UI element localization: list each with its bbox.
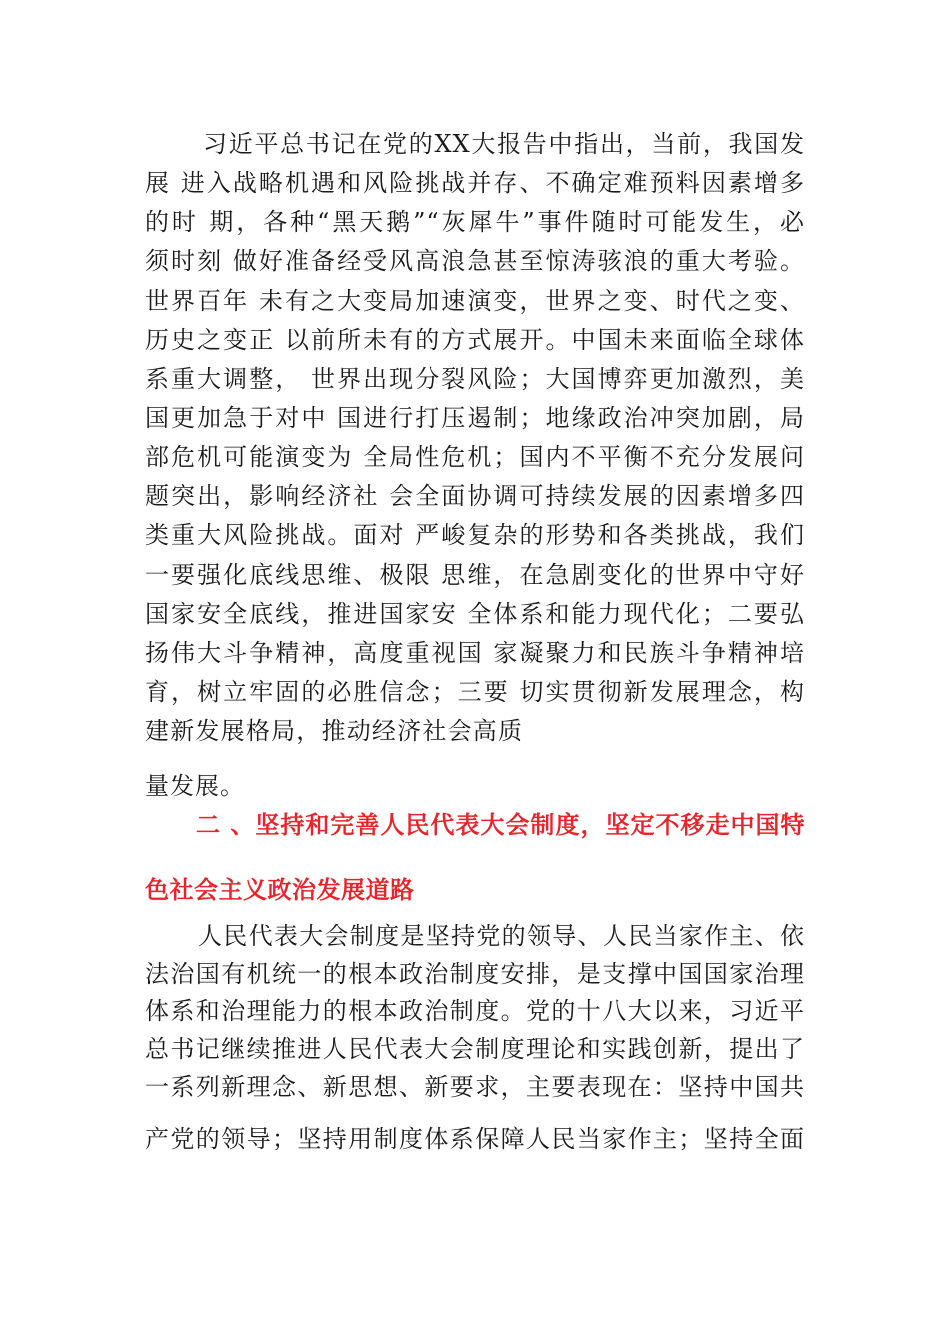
heading-line: 色社会主义政治发展道路: [145, 876, 415, 904]
paragraph-line: 扬伟大斗争精神，高度重视国 家凝聚力和民族斗争精神培: [145, 639, 805, 667]
paragraph-line: 类重大风险挑战。面对 严峻复杂的形势和各类挑战，我们: [145, 521, 805, 549]
paragraph-line: 量发展。: [145, 772, 245, 800]
paragraph-line: 体系和治理能力的根本政治制度。党的十八大以来，习近平: [145, 997, 805, 1025]
paragraph-line: 国更加急于对中 国进行打压遏制；地缘政治冲突加剧，局: [145, 404, 805, 432]
paragraph-line: 育，树立牢固的必胜信念；三要 切实贯彻新发展理念，构: [145, 678, 805, 706]
paragraph-line: 习近平总书记在党的XX大报告中指出，当前，我国发: [203, 130, 805, 158]
paragraph-line: 展 进入战略机遇和风险挑战并存、不确定难预料因素增多: [145, 169, 805, 197]
paragraph-line: 历史之变正 以前所未有的方式展开。中国未来面临全球体: [145, 326, 805, 354]
paragraph-line: 的时 期，各种“黑天鹅”“灰犀牛”事件随时可能发生，必: [145, 208, 805, 236]
paragraph-line: 总书记继续推进人民代表大会制度理论和实践创新，提出了: [145, 1035, 805, 1063]
paragraph-line: 法治国有机统一的根本政治制度安排，是支撑中国国家治理: [145, 960, 805, 988]
paragraph-line: 一系列新理念、新思想、新要求，主要表现在：坚持中国共: [145, 1073, 805, 1101]
paragraph-line: 人民代表大会制度是坚持党的领导、人民当家作主、依: [198, 922, 805, 950]
paragraph-line: 产党的领导；坚持用制度体系保障人民当家作主；坚持全面: [145, 1125, 805, 1153]
paragraph-line: 建新发展格局，推动经济社会高质: [145, 717, 523, 745]
paragraph-line: 系重大调整， 世界出现分裂风险；大国博弈更加激烈，美: [145, 365, 805, 393]
paragraph-line: 世界百年 未有之大变局加速演变，世界之变、时代之变、: [145, 287, 805, 315]
paragraph-line: 部危机可能演变为 全局性危机；国内不平衡不充分发展问: [145, 443, 805, 471]
paragraph-line: 题突出，影响经济社 会全面协调可持续发展的因素增多四: [145, 482, 805, 510]
paragraph-line: 须时刻 做好准备经受风高浪急甚至惊涛骇浪的重大考验。: [145, 247, 805, 275]
heading-line: 二 、坚持和完善人民代表大会制度，坚定不移走中国特: [196, 811, 805, 839]
paragraph-line: 一要强化底线思维、极限 思维，在急剧变化的世界中守好: [145, 561, 805, 589]
paragraph-line: 国家安全底线，推进国家安 全体系和能力现代化；二要弘: [145, 600, 805, 628]
